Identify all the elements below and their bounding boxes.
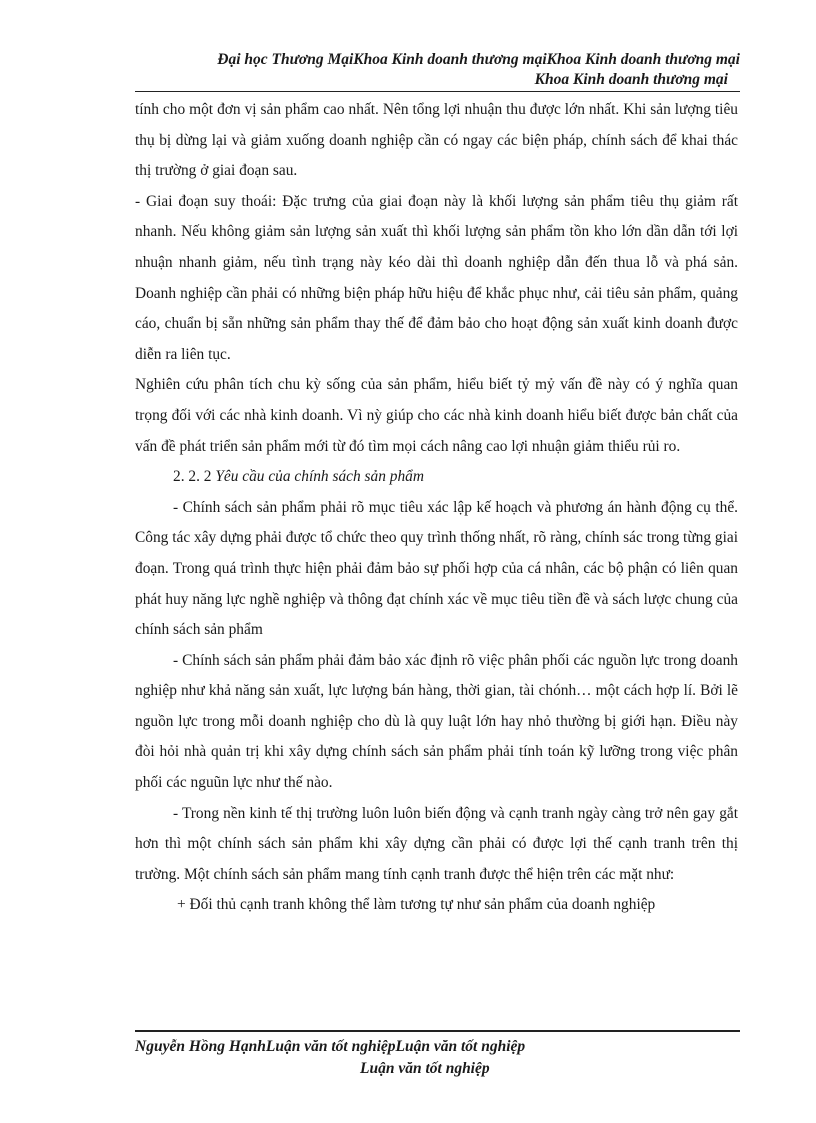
- section-number: 2. 2. 2: [173, 468, 212, 486]
- footer-line-1: Nguyễn Hồng HạnhLuận văn tốt nghiệpLuận văn tốt nghiệp: [135, 1038, 526, 1055]
- section-title: Yêu cầu của chính sách sản phẩm: [215, 468, 424, 486]
- page-header: [135, 50, 740, 90]
- header-divider: [135, 91, 740, 92]
- page-footer: [135, 1036, 740, 1080]
- footer-divider: [135, 1030, 740, 1032]
- paragraph-decline-stage: - Giai đoạn suy thoái: Đặc trưng của giai đoạn này là khối lượng sản phẩm tiêu thụ giảm rất nhanh. Nếu không giảm sản lượng sản xuất thì khối lượng sản phẩm tồn kho lớn dần dẫn tới lợi nhuận nhanh giảm, nếu tình trạng này kéo dài thì doanh nghiệp dẫn đến thua lỗ và phá sản. Doanh nghiệp cần phải có những biện pháp hữu hiệu để khắc phục như, cải tiêu sản phẩm, quảng cáo, chuẩn bị sẵn những sản phẩm thay thế để đảm bảo cho hoạt động sản xuất kinh doanh được diễn ra liên tục.: [135, 192, 738, 363]
- paragraph-requirement-2: - Chính sách sản phẩm phải đảm bảo xác định rõ việc phân phối các nguồn lực trong doanh nghiệp như khả năng sản xuất, lực lượng bán hàng, thời gian, tài chónh… một cách hợp lí. Bởi lẽ nguồn lực trong mỗi doanh nghiệp cho dù là quy luật lớn hay nhỏ thường bị giới hạn. Điều này đòi hỏi nhà quản trị khi xây dựng chính sách sản phẩm phải tính toán kỹ lưỡng trong việc phân phối các nguũn lực như thế nào.: [135, 651, 738, 792]
- header-line-2: Khoa Kinh doanh thương mại: [534, 71, 728, 88]
- header-line-1: Đại học Thương MạiKhoa Kinh doanh thương mạiKhoa Kinh doanh thương mại: [217, 51, 740, 68]
- section-heading: [135, 462, 738, 493]
- footer-line-2: Luận văn tốt nghiệp: [360, 1060, 490, 1077]
- paragraph-competitor-point: + Đối thủ cạnh tranh không thể làm tương tự như sản phẩm của doanh nghiệp: [177, 896, 656, 914]
- paragraph-requirement-1: - Chính sách sản phẩm phải rõ mục tiêu xác lập kế hoạch và phương án hành động cụ thể. Công tác xây dựng phải được tổ chức theo quy trình thống nhất, rõ ràng, chính sác trong từng giai đoạn. Trong quá trình thực hiện phải đảm bảo sự phối hợp của cá nhân, các bộ phận có liên quan phát huy năng lực nghề nghiệp và thông đạt chính xác về mục tiêu tiền đề và sách lược chung của chính sách sản phẩm: [135, 498, 738, 639]
- document-body: [135, 95, 738, 921]
- paragraph-growth-continuation: tính cho một đơn vị sản phẩm cao nhất. Nên tổng lợi nhuận thu được lớn nhất. Khi sản lượng tiêu thụ bị dừng lại và giảm xuống doanh nghiệp cần có ngay các biện pháp, chính sách để khai thác thị trường ở giai đoạn sau.: [135, 101, 738, 180]
- paragraph-requirement-3: - Trong nền kinh tế thị trường luôn luôn biến động và cạnh tranh ngày càng trở nên gay gắt hơn thì một chính sách sản phẩm khi xây dựng cần phải có được lợi thế cạnh tranh trên thị trường. Một chính sách sản phẩm mang tính cạnh tranh được thể hiện trên các mặt như:: [135, 804, 738, 883]
- paragraph-lifecycle-research: Nghiên cứu phân tích chu kỳ sống của sản phẩm, hiểu biết tỷ mỷ vấn đề này có ý nghĩa quan trọng đối với các nhà kinh doanh. Vì nỳ giúp cho các nhà kinh doanh hiểu biết được bản chất của vấn đề phát triển sản phẩm mới từ đó tìm mọi cách nâng cao lợi nhuận giảm thiểu rủi ro.: [135, 376, 738, 455]
